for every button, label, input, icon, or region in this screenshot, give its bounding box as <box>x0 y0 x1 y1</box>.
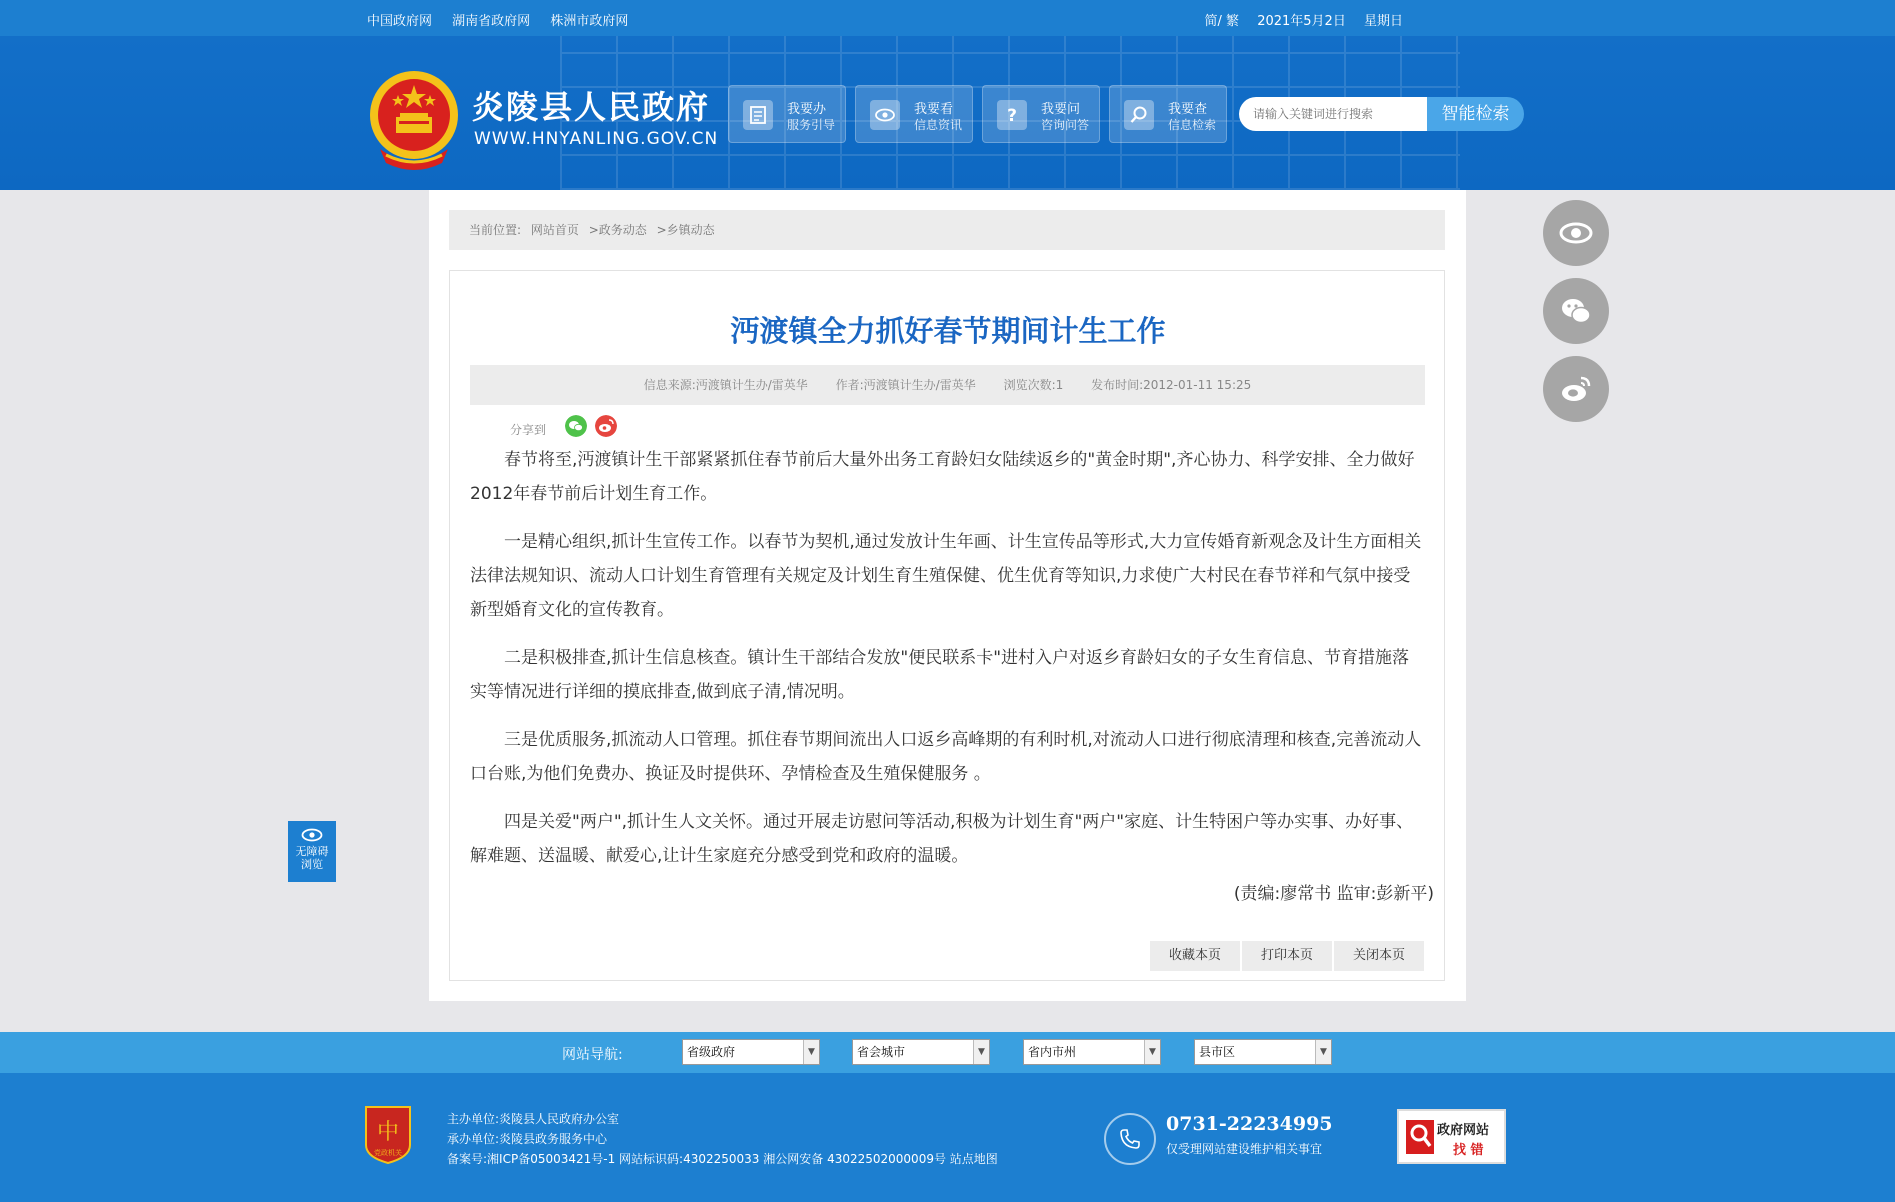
article-meta <box>470 365 1425 405</box>
current-weekday: 星期日 <box>1363 14 1403 29</box>
gov-links <box>367 10 644 29</box>
weibo-share-icon[interactable] <box>595 415 617 437</box>
current-date: 2021年5月2日 <box>1257 14 1346 29</box>
top-bar <box>0 0 1895 36</box>
nav-label-main: 我要看 <box>914 102 954 117</box>
meta-source: 信息来源:沔渡镇计生办/雷英华 <box>643 378 808 392</box>
smart-search-button[interactable]: 智能检索 <box>1427 97 1524 131</box>
site-url: WWW.HNYANLING.GOV.CN <box>474 129 719 149</box>
nav-label-main: 我要问 <box>1041 102 1081 117</box>
meta-published: 发布时间:2012-01-11 15:25 <box>1091 378 1252 392</box>
weibo-icon <box>1558 371 1594 407</box>
breadcrumb-label: 当前位置: <box>469 223 522 237</box>
footer-info <box>447 1109 998 1169</box>
close-page-button[interactable]: 关闭本页 <box>1334 941 1424 971</box>
search-icon <box>1124 100 1154 130</box>
chevron-down-icon: ▼ <box>1315 1040 1331 1064</box>
national-emblem-icon <box>366 69 462 173</box>
footer-undertaker: 承办单位:炎陵县政务服务中心 <box>447 1132 608 1146</box>
eye-icon <box>870 100 900 130</box>
article-paragraph: 四是关爱"两户",抓计生人文关怀。通过开展走访慰问等活动,积极为计划生育"两户"家庭、计生特困户等办实事、办好事、解难题、送温暖、献爱心,让计生家庭充分感受到党和政府的温暖。 <box>470 812 1414 866</box>
find-error-line2: 找 错 <box>1453 1143 1484 1158</box>
wechat-share-icon[interactable] <box>565 415 587 437</box>
footer-host: 主办单位:炎陵县人民政府办公室 <box>447 1112 620 1126</box>
service-phone: 0731-22234995 <box>1166 1113 1333 1135</box>
link-hunan-gov[interactable]: 湖南省政府网 <box>452 14 531 29</box>
eye-icon <box>301 828 323 842</box>
lang-switch[interactable]: 简/ 繁 <box>1204 14 1240 29</box>
print-page-button[interactable]: 打印本页 <box>1242 941 1332 971</box>
find-error-line1: 政府网站 <box>1437 1123 1490 1138</box>
select-prefecture[interactable] <box>1023 1039 1161 1065</box>
accessibility-label-1: 无障碍 <box>295 845 329 858</box>
select-county[interactable] <box>1194 1039 1332 1065</box>
phone-icon <box>1104 1113 1156 1165</box>
float-wechat-button[interactable] <box>1543 278 1609 344</box>
article <box>449 270 1445 981</box>
question-icon <box>997 100 1027 130</box>
breadcrumb-gov-news[interactable]: >政务动态 <box>588 223 647 237</box>
float-weibo-button[interactable] <box>1543 356 1609 422</box>
svg-text:中: 中 <box>376 1120 400 1145</box>
site-footer <box>0 1073 1895 1202</box>
nav-label-main: 我要查 <box>1168 102 1208 117</box>
accessibility-button[interactable] <box>288 821 336 882</box>
accessibility-label-2: 浏览 <box>301 858 323 871</box>
nav-label-main: 我要办 <box>787 102 827 117</box>
float-eye-button[interactable] <box>1543 200 1609 266</box>
document-icon <box>743 100 773 130</box>
share-label: 分享到 <box>510 423 547 437</box>
nav-button-search[interactable] <box>1109 85 1227 143</box>
footer-nav-label: 网站导航: <box>562 1047 623 1063</box>
article-title: 沔渡镇全力抓好春节期间计生工作 <box>730 314 1166 348</box>
nav-button-services[interactable] <box>728 85 846 143</box>
nav-label-sub: 信息资讯 <box>914 118 963 132</box>
breadcrumb-home[interactable]: 网站首页 <box>530 223 579 237</box>
link-zhuzhou-gov[interactable]: 株洲市政府网 <box>550 14 629 29</box>
search-input[interactable] <box>1239 97 1427 131</box>
eye-icon <box>1558 215 1594 251</box>
breadcrumb-town-news[interactable]: >乡镇动态 <box>656 223 715 237</box>
gov-site-find-error-button[interactable] <box>1397 1109 1506 1164</box>
main-panel <box>429 190 1466 1001</box>
article-paragraph: 一是精心组织,抓计生宣传工作。以春节为契机,通过发放计生年画、计生宣传品等形式,大力宣传婚育新观念及计生方面相关法律法规知识、流动人口计划生育管理有关规定及计划生育生殖保健、优生优育等知识,力求使广大村民在春节祥和气氛中接受新型婚育文化的宣传教育。 <box>470 532 1422 620</box>
select-value: 县市区 <box>1199 1045 1236 1059</box>
link-central-gov[interactable]: 中国政府网 <box>367 14 433 29</box>
nav-label-sub: 服务引导 <box>787 118 836 132</box>
nav-label-sub: 信息检索 <box>1168 118 1217 132</box>
site-header <box>0 36 1895 190</box>
party-gov-agency-badge-icon[interactable] <box>362 1105 414 1165</box>
breadcrumb <box>449 210 1445 250</box>
select-value: 省级政府 <box>687 1045 736 1059</box>
nav-button-info[interactable] <box>855 85 973 143</box>
select-value: 省内市州 <box>1028 1045 1077 1059</box>
meta-author: 作者:沔渡镇计生办/雷英华 <box>835 378 976 392</box>
article-paragraph: 春节将至,沔渡镇计生干部紧紧抓住春节前后大量外出务工育龄妇女陆续返乡的"黄金时期",齐心协力、科学安排、全力做好2012年春节前后计划生育工作。 <box>470 450 1415 504</box>
footer-record[interactable]: 备案号:湘ICP备05003421号-1 网站标识码:4302250033 湘公网安备 43022502000009号 站点地图 <box>447 1152 998 1166</box>
svg-text:?: ? <box>1007 106 1017 125</box>
select-province-gov[interactable] <box>682 1039 820 1065</box>
article-tools <box>1148 941 1424 971</box>
select-value: 省会城市 <box>857 1045 906 1059</box>
bookmark-page-button[interactable]: 收藏本页 <box>1150 941 1240 971</box>
top-bar-right <box>1191 10 1403 29</box>
nav-button-questions[interactable] <box>982 85 1100 143</box>
magnifier-icon <box>1405 1119 1435 1155</box>
site-title[interactable]: 炎陵县人民政府 <box>472 88 711 126</box>
select-capital-city[interactable] <box>852 1039 990 1065</box>
footer-nav-bar <box>0 1032 1895 1073</box>
meta-views: 浏览次数:1 <box>1003 378 1064 392</box>
article-body <box>470 443 1425 887</box>
svg-text:党政机关: 党政机关 <box>374 1149 402 1157</box>
phone-note: 仅受理网站建设维护相关事宜 <box>1166 1142 1323 1156</box>
wechat-icon <box>1558 293 1594 329</box>
chevron-down-icon: ▼ <box>803 1040 819 1064</box>
chevron-down-icon: ▼ <box>1144 1040 1160 1064</box>
nav-label-sub: 咨询问答 <box>1041 118 1090 132</box>
chevron-down-icon: ▼ <box>973 1040 989 1064</box>
article-paragraph: 二是积极排查,抓计生信息核查。镇计生干部结合发放"便民联系卡"进村入户对返乡育龄妇女的子女生育信息、节育措施落实等情况进行详细的摸底排查,做到底子清,情况明。 <box>470 648 1410 702</box>
article-paragraph: 三是优质服务,抓流动人口管理。抓住春节期间流出人口返乡高峰期的有利时机,对流动人口进行彻底清理和核查,完善流动人口台账,为他们免费办、换证及时提供环、孕情检查及生殖保健服务 。 <box>470 730 1422 784</box>
editor-credit: (责编:廖常书 监审:彭新平) <box>1233 884 1434 904</box>
